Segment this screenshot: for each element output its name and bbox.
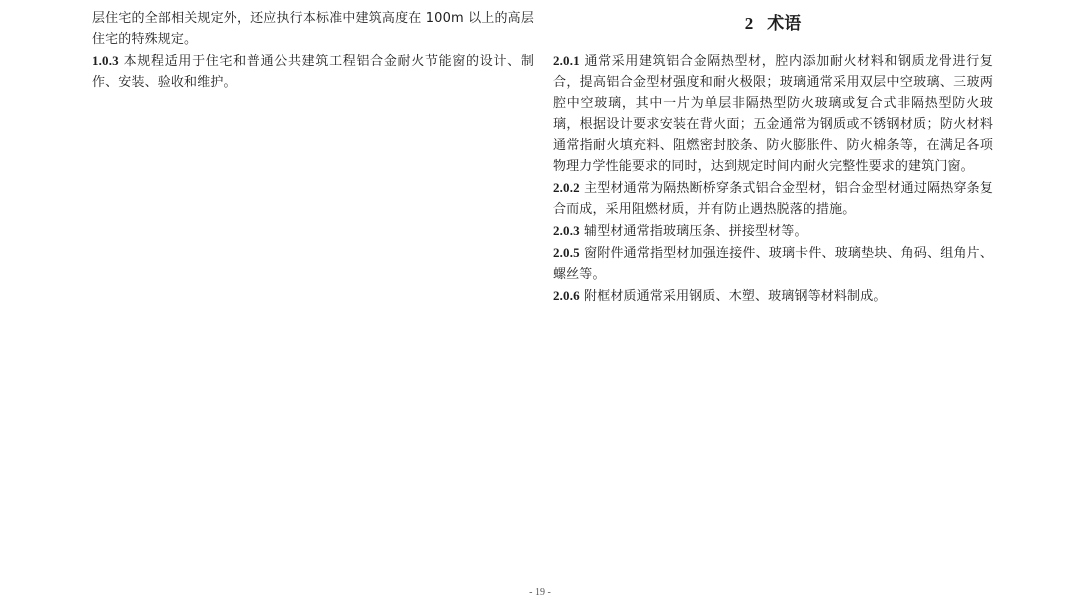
- clause-text: 通常采用建筑铝合金隔热型材，腔内添加耐火材料和钢质龙骨进行复合，提高铝合金型材强度和耐火极限；玻璃通常采用双层中空玻璃、三玻两腔中空玻璃，其中一片为单层非隔热型防火玻璃或复合式非隔热型防火玻璃，根据设计要求安装在背火面；五金通常为钢质或不锈钢材质；防火材料通常指耐火填充料、阻燃密封胶条、防火膨胀件、防火棉条等，在满足各项物理力学性能要求的同时，达到规定时间内耐火完整性要求的建筑门窗。: [553, 54, 993, 174]
- right-column: [553, 8, 993, 307]
- clause-2-0-1: [553, 50, 993, 177]
- clause-number: 1.0.3: [92, 53, 119, 68]
- clause-text: 窗附件通常指型材加强连接件、玻璃卡件、玻璃垫块、角码、组角片、螺丝等。: [553, 246, 993, 282]
- clause-2-0-2: [553, 177, 993, 220]
- clause-number: 2.0.5: [553, 245, 580, 260]
- clause-text: 辅型材通常指玻璃压条、拼接型材等。: [584, 224, 808, 239]
- continuation-paragraph: 层住宅的全部相关规定外，还应执行本标准中建筑高度在 100m 以上的高层住宅的特殊规定。: [92, 11, 534, 47]
- clause-1-0-3: [92, 50, 534, 93]
- clause-number: 2.0.1: [553, 53, 580, 68]
- chapter-heading: [553, 12, 993, 36]
- clause-text: 主型材通常为隔热断桥穿条式铝合金型材，铝合金型材通过隔热穿条复合而成，采用阻燃材质，并有防止遇热脱落的措施。: [553, 181, 993, 217]
- clause-number: 2.0.3: [553, 223, 580, 238]
- clause-text: 本规程适用于住宅和普通公共建筑工程铝合金耐火节能窗的设计、制作、安装、验收和维护。: [92, 54, 534, 90]
- clause-2-0-3: [553, 220, 993, 242]
- chapter-title: 术语: [767, 14, 802, 34]
- clause-number: 2.0.2: [553, 180, 580, 195]
- clause-2-0-5: [553, 242, 993, 285]
- page-number: - 19 -: [529, 587, 551, 598]
- clause-number: 2.0.6: [553, 288, 580, 303]
- left-column: [92, 8, 534, 93]
- clause-2-0-6: [553, 285, 993, 307]
- clause-text: 附框材质通常采用钢质、木塑、玻璃钢等材料制成。: [584, 289, 887, 304]
- chapter-number: 2: [744, 14, 754, 33]
